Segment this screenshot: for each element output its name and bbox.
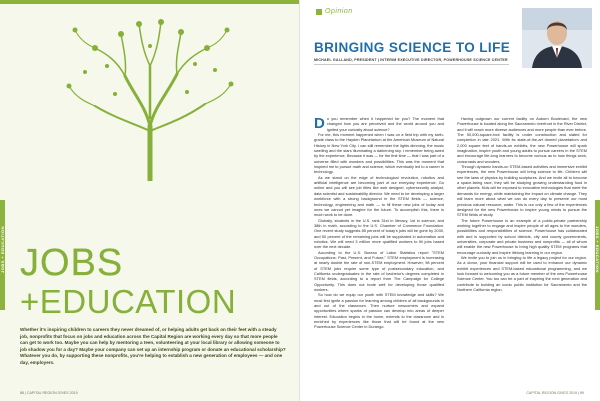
article-column-2	[457, 116, 587, 292]
portrait-photo	[522, 8, 592, 68]
section-tag	[316, 8, 353, 15]
page-folio: 88 | CAPITAL REGION GIVES 2019	[20, 391, 78, 395]
section-square-icon	[316, 9, 322, 15]
side-section-label: JOBS + EDUCATION	[0, 226, 5, 273]
article-paragraph: Globally, students in the U.S. rank 31st in literacy, 1st in science, and 38th in math, according to the U.S. Chamber of Commerce Foundation. One recent study suggests 85 percent of today's jobs will be gone by 2030, and 50 percent of the remaining jobs will be supplanted in automation and robotics. We will need 3 million more qualified workers to fill jobs based over the next decade.	[314, 217, 444, 250]
article-paragraph: So how do we equip our youth with STEM knowledge and skills? We must first ignite a passion for learning among children of all backgrounds in and out of the classroom. Then nurture newcomers and expand opportunities where sparks of passion can develop into areas of deeper interest. Education begins in the home, extends to the classroom and is enriched by experiences like those that will be found at the new Powerhouse Science Center in Durango.	[314, 292, 444, 330]
article-paragraph	[314, 116, 444, 132]
page-folio: CAPITAL REGION GIVES 2019 | 89	[526, 391, 584, 395]
article-paragraph: According to the U.S. Bureau of Labor Statistics report "STEM Occupations: Past, Present, and Future," STEM employment is increasing at nearly double the rate of non-STEM employment. However, 98 percent of STEM jobs require some type of postsecondary education, and California undergraduates in the rate of bachelor's degrees completed in STEM fields, according to a report from The Campaign for College Opportunity. This does not bode well for developing those qualified workers.	[314, 249, 444, 292]
section-title-line1: JOBS	[20, 242, 124, 284]
section-intro: Whether it's inspiring children to careers they never dreamed of, or helping adults get back on their feet with a steady job, nonprofits that focus on jobs and education across the Capital Region are working every day so that more people can get to work too. Maybe you can help by mentoring a teen, volunteering at your local library or allowing someone to job shadow you for a day? Maybe your company can set up an internship program or donate an educational scholarship? Whatever you do, by supporting these nonprofits, you're helping to establish a new generation of employees — and one day, employers.	[20, 327, 286, 365]
article-paragraph: Through dynamic hands-on STEM-based activities and immersive exhibit experiences, the new Powerhouse will bring science to life. Children will see the laws of physics by building sculptures. And we invite all to become a space-faring race, they will be studying growing understanding food in other planets. Kids will be exposed to innovative technologies that meet the demands for energy, while maintaining the impact on climate change. They will learn more about what we can do every day to preserve our most precious natural resource, water. This is our only a few of the experiences designed for the new Powerhouse to inspire young minds to pursue the STEM fields of study.	[457, 164, 587, 218]
tree-illustration	[55, 6, 245, 181]
section-title	[20, 244, 290, 320]
article-paragraph: The future Powerhouse is an example of a public-private partnership working together to engage and inspire people of all ages to the wonders, possibilities and responsibilities of science. Powerhouse has collaborated with and is supported by school districts, city and county governments, universities, corporate and private business and nonprofits — all of whom will enable the new Powerhouse to bring high quality STEM programs that encourage curiosity and inspire lifelong learning in our region.	[457, 217, 587, 255]
side-section-label: JOBS + EDUCATION	[595, 226, 600, 273]
article-column-1	[314, 116, 444, 330]
top-accent-bar	[0, 0, 300, 4]
paragraph-text: o you remember when it happened for you? The moment that changed how you are perceived and the world around you and ignited your curiosity about science?	[326, 116, 444, 132]
article-headline: BRINGING SCIENCE TO LIFE	[314, 40, 511, 55]
article-paragraph: Having outgrown our current facility on Auburn Boulevard, the new Powerhouse is located along the Sacramento riverfront in the River District, and it will reach more diverse audiences and more people than ever before. The 50,000-square-foot facility is under construction and slated for completion in late 2021. With its state-of-the-art domed planetarium and 2,000 square feet of hands-on exhibits, the new Powerhouse will spark imagination, inspire youth and young adults to pursue careers in the STEM and encourage life-long learners to become curious as to how things work, crossroads and wonders.	[457, 116, 587, 164]
drop-cap: D	[314, 115, 325, 132]
article-paragraph: We invite you to join us in bringing to life a legacy project for our region. As a donor, your financial support will be used to enhance our dynamic exhibit experiences and STEM-based educational programming, and we look forward to welcoming you as a future member of the new Powerhouse Science Center. You too can be a part of inspiring the next generation and contribute to building an iconic public institution for Sacramento and the Northern California region.	[457, 254, 587, 292]
byline-divider	[314, 64, 509, 65]
section-label: Opinion	[325, 8, 353, 15]
article-byline: MICHAEL GALLAND, PRESIDENT | INTERIM EXECUTIVE DIRECTOR, POWERHOUSE SCIENCE CENTER	[314, 58, 508, 62]
right-page	[300, 0, 600, 401]
section-title-line2: +EDUCATION	[20, 283, 237, 320]
article-paragraph: As we stand on the edge of technological revolution, robotics and artificial intelligence are becoming part of our everyday experience. Go online and you will see job titles like web designer, cybersecurity analyst, data scientist and sustainability director. We need to be developing a larger workforce with a strong background in the STEM fields — science, technology, engineering and math — to fill these new jobs of today and ones we cannot yet imagine for the future. To accomplish this, there is much work to be done.	[314, 174, 444, 218]
article-paragraph: For me, this moment happened when I was on a field trip with my sixth-grade class to the Hayden Planetarium at the American Museum of Natural History in New York City. I can still remember the lights dimming, the music swelling and the stars illuminating a darkening sky. I remember being awed by the experience. Because it was — for the first time — that I was part of a universe filled with wonders and possibilities. This was the moment that inspired me to pursue math and science, which eventually led to a career in technology.	[314, 132, 444, 175]
